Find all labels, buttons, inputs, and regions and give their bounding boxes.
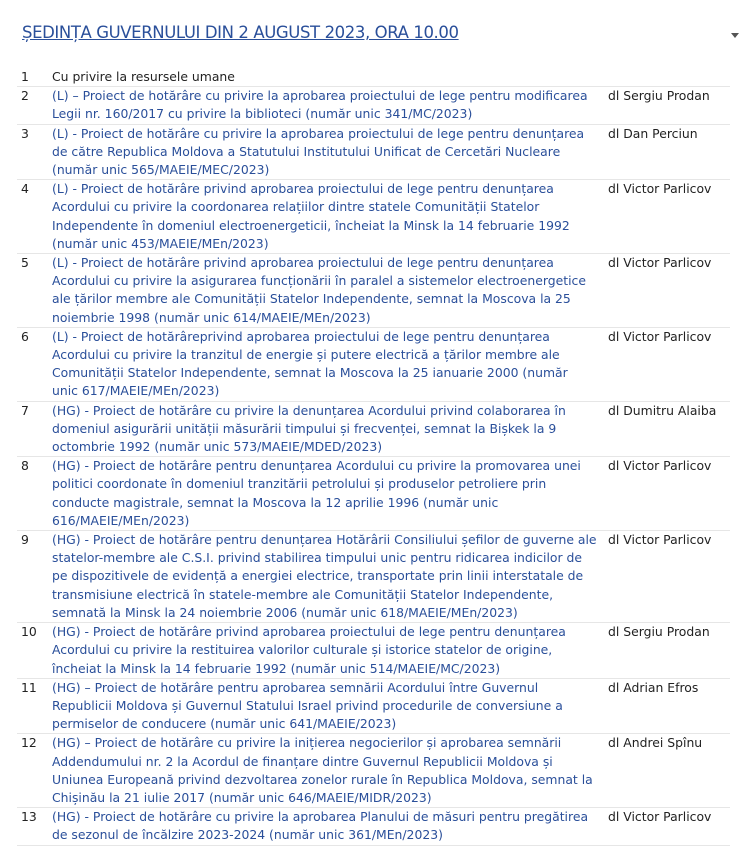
item-speaker: dl Victor Parlicov <box>608 809 712 825</box>
item-number: 8 <box>21 458 29 474</box>
item-subject-link[interactable]: (HG) – Proiect de hotărâre cu privire la inițierea negocierilor și aprobarea semnării Addendumului nr. 2 la Acordul de finanțare dintre Guvernul Republicii Moldova și Uniunea Europeană privind dezvoltarea zonelor rurale în Republica Moldova, semnat la Chișinău la 21 iulie 2017 (număr unic 646/MAEIE/MIDR/2023) <box>52 735 593 805</box>
table-row <box>17 623 730 679</box>
item-speaker: dl Victor Parlicov <box>608 328 712 344</box>
table-row <box>17 678 730 734</box>
item-number: 4 <box>21 181 29 197</box>
item-number: 13 <box>21 809 37 825</box>
item-speaker <box>605 68 730 87</box>
item-number: 2 <box>21 88 29 104</box>
item-speaker: dl Victor Parlicov <box>608 181 712 197</box>
item-number: 7 <box>21 402 29 418</box>
table-row <box>17 124 730 180</box>
item-subject-link[interactable]: (HG) - Proiect de hotărâre pentru denunțarea Acordului cu privire la promovarea unei politici coordonate în domeniul tranzitării petrolului și produselor petroliere prin conducte magistrale, semnat la Moscova la 12 aprilie 1996 (număr unic 616/MAEIE/MEn/2023) <box>52 458 581 528</box>
item-speaker: dl Sergiu Prodan <box>608 88 710 104</box>
item-number: 12 <box>21 735 37 751</box>
item-number: 6 <box>21 328 29 344</box>
item-subject-link[interactable]: (L) - Proiect de hotărâre cu privire la aprobarea proiectului de lege pentru denunțarea de către Republica Moldova a Statutului Institutului Unificat de Cercetări Nucleare (număr unic 565/MAEIE/MEC/2023) <box>52 125 585 178</box>
item-speaker: dl Victor Parlicov <box>608 255 712 271</box>
item-number: 5 <box>21 255 29 271</box>
table-row <box>17 808 730 845</box>
item-speaker: dl Dumitru Alaiba <box>608 402 717 418</box>
item-speaker: dl Dan Perciun <box>608 125 698 141</box>
meeting-title-link[interactable]: ȘEDINȚA GUVERNULUI DIN 2 AUGUST 2023, ORA 10.00 <box>22 23 459 42</box>
item-subject-link[interactable]: (HG) - Proiect de hotărâre pentru denunțarea Hotărârii Consiliului șefilor de guverne ale statelor-membre ale C.S.I. privind stabilirea timpului unic pentru ridicarea indicilor de pe dispozitivele de evidență a energiei electrice, transportate prin linii interstatale de transmisiune electrică în statele-membre ale Comunității Statelor Independente, semnată la Minsk la 24 noiembrie 2006 (număr unic 618/MAEIE/MEn/2023) <box>52 532 597 620</box>
item-subject-link[interactable]: (HG) - Proiect de hotărâre privind aprobarea proiectului de lege pentru denunțarea Acordului cu privire la restituirea valorilor culturale și istorice statelor de origine, încheiat la Minsk la 14 februarie 1992 (număr unic 514/MAEIE/MC/2023) <box>52 624 566 676</box>
table-row <box>17 457 730 531</box>
caret-down-icon[interactable] <box>731 33 739 38</box>
item-subject: Cu privire la resursele umane <box>52 69 235 84</box>
agenda-table <box>17 68 730 846</box>
item-speaker: dl Andrei Spînu <box>608 735 703 751</box>
item-number: 10 <box>21 624 37 640</box>
item-speaker: dl Adrian Efros <box>608 679 699 695</box>
item-subject-link[interactable]: (L) – Proiect de hotărâre cu privire la aprobarea proiectului de lege pentru modificarea Legii nr. 160/2017 cu privire la biblioteci (număr unic 341/MC/2023) <box>52 88 588 122</box>
agenda-header <box>0 0 747 62</box>
item-number: 11 <box>21 679 37 695</box>
item-subject-link[interactable]: (L) - Proiect de hotărâre privind aprobarea proiectului de lege pentru denunțarea Acordului cu privire la asigurarea funcționării în paralel a sistemelor electroenergetice ale țărilor membre ale Comunității Statelor Independente, semnat la Moscova la 25 noiembrie 1998 (număr unic 614/MAEIE/MEn/2023) <box>52 255 586 325</box>
table-row <box>17 180 730 254</box>
item-speaker: dl Victor Parlicov <box>608 532 712 548</box>
table-row <box>17 531 730 623</box>
table-row <box>17 734 730 808</box>
item-number: 1 <box>21 69 29 84</box>
item-subject-link[interactable]: (HG) - Proiect de hotărâre cu privire la aprobarea Planului de măsuri pentru pregătirea de sezonul de încălzire 2023-2024 (număr unic 361/MEn/2023) <box>52 809 589 843</box>
table-row <box>17 68 730 87</box>
table-row <box>17 401 730 457</box>
table-row <box>17 87 730 124</box>
table-row <box>17 327 730 401</box>
item-number: 9 <box>21 532 29 548</box>
item-number: 3 <box>21 125 29 141</box>
item-subject-link[interactable]: (L) - Proiect de hotărâre privind aprobarea proiectului de lege pentru denunțarea Acordului cu privire la coordonarea relațiilor dintre statele Comunității Statelor Independente în domeniul electroenergeticii, încheiat la Minsk la 14 februarie 1992 (număr unic 453/MAEIE/MEn/2023) <box>52 181 570 251</box>
item-speaker: dl Sergiu Prodan <box>608 624 710 640</box>
item-speaker: dl Victor Parlicov <box>608 458 712 474</box>
item-subject-link[interactable]: (HG) – Proiect de hotărâre pentru aprobarea semnării Acordului între Guvernul Republicii Moldova și Guvernul Statului Israel privind procedurile de conversiune a permiselor de conducere (număr unic 641/MAEIE/2023) <box>52 679 563 732</box>
item-subject-link[interactable]: (L) - Proiect de hotărâreprivind aprobarea proiectului de lege pentru denunțarea Acordului cu privire la tranzitul de energie și putere electrică a țărilor membre ale Comunității Statelor Independente, semnat la Moscova la 25 ianuarie 2000 (număr unic 617/MAEIE/MEn/2023) <box>52 328 568 399</box>
item-subject-link[interactable]: (HG) - Proiect de hotărâre cu privire la denunțarea Acordului privind colaborarea în domeniul asigurării unității măsurării timpului și frecvenței, semnat la Bișkek la 9 octombrie 1992 (număr unic 573/MAEIE/MDED/2023) <box>52 402 566 455</box>
table-row <box>17 254 730 328</box>
